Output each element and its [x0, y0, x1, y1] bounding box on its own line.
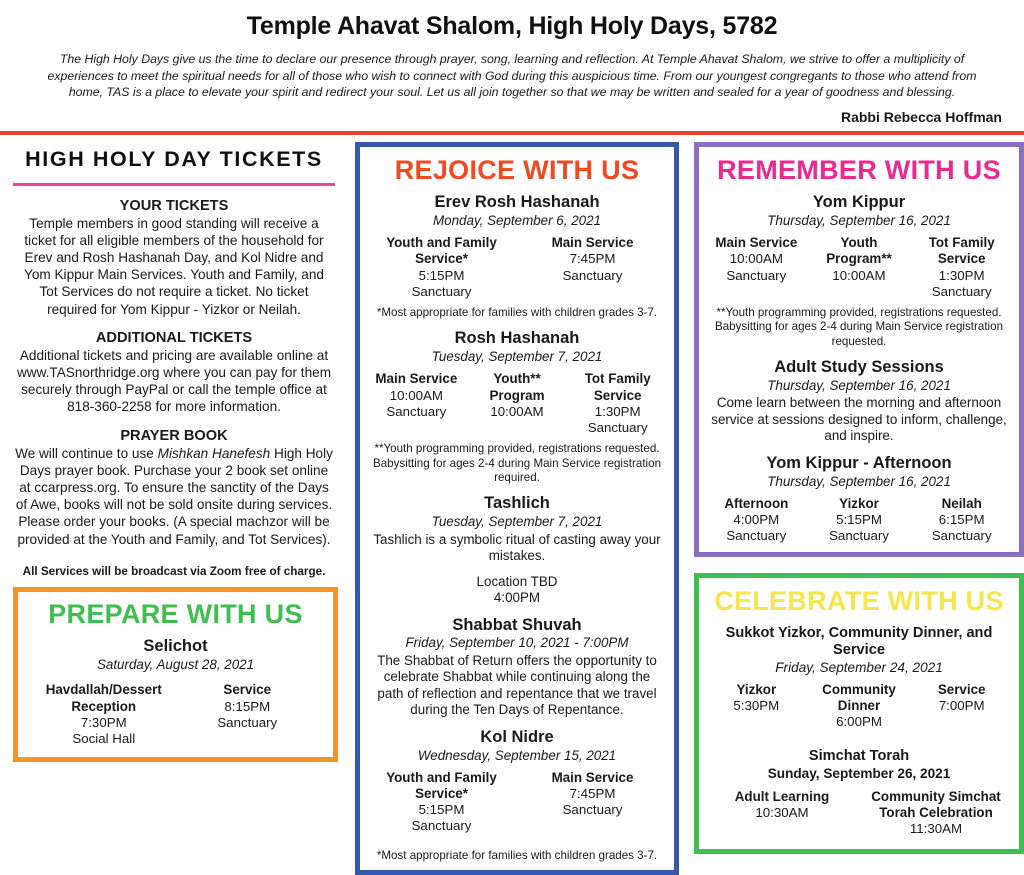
- event-date: Wednesday, September 15, 2021: [417, 747, 617, 763]
- service-label: Youth and Family Service*: [386, 769, 497, 801]
- intro-paragraph: The High Holy Days give us the time to declare our presence through prayer, song, learning and reflection. At Temple Ahavat Shalom, we strive to offer a multiplicity of experiences to meet the spiritual needs for all of those who wish to connect with God during this auspicious time. From our youngest congregants to those who attend from home, TAS is a place to elevate your spirit and redirect your soul. Let us all join together so that we may be written and sealed for a year of goodness and blessing.: [47, 52, 977, 99]
- service-label: Service: [223, 682, 272, 698]
- service-place: Sanctuary: [587, 420, 648, 436]
- event-sukkot-yizkor: [699, 625, 1019, 730]
- service-column: [567, 371, 668, 436]
- service-label: Youth Program**: [826, 235, 892, 267]
- right-column: [694, 142, 1024, 855]
- prepare-with-us-box: [13, 587, 338, 762]
- event-name-selichot: Selichot: [143, 637, 208, 656]
- service-place: Sanctuary: [411, 818, 472, 834]
- service-place: Sanctuary: [562, 267, 623, 283]
- spacer: [360, 565, 674, 574]
- service-column: [467, 371, 568, 436]
- event-name: Sukkot Yizkor, Community Dinner, and Service: [725, 625, 993, 658]
- section-title: ADDITIONAL TICKETS: [95, 329, 253, 346]
- service-column: [910, 496, 1013, 545]
- service-place: Sanctuary: [386, 403, 447, 419]
- event-date: Friday, September 10, 2021 - 7:00PM: [405, 635, 629, 651]
- service-time: 6:00PM: [836, 714, 882, 730]
- service-time: 7:45PM: [569, 785, 616, 801]
- event-footnote: **Youth programming provided, registrations requested. Babysitting for ages 2-4 during Main Service registration requested.: [714, 305, 1004, 348]
- service-time: 7:00PM: [938, 698, 985, 714]
- service-time: 10:00AM: [729, 251, 783, 267]
- event-name: Adult Study Sessions: [774, 358, 944, 377]
- service-column: [517, 770, 668, 835]
- service-place: Sanctuary: [931, 528, 992, 544]
- service-label: Yizkor: [839, 495, 879, 511]
- service-columns: [360, 235, 674, 300]
- event-shabbat-shuvah: [360, 616, 674, 719]
- service-columns: [699, 235, 1019, 300]
- prayer-book-text-post: High Holy Days prayer book. Purchase your 2 book set online at ccarpress.org. To ensure the sanctity of the Days of Awe, books will not be sold onsite during services. Please order your books. (A special machzor will be provided at the Youth and Family, and Tot Services).: [15, 445, 333, 547]
- service-column: [32, 682, 176, 747]
- service-column: [705, 682, 808, 731]
- event-date: Saturday, August 28, 2021: [96, 657, 255, 673]
- event-date: Thursday, September 16, 2021: [767, 378, 951, 394]
- event-date: Tuesday, September 7, 2021: [431, 514, 603, 530]
- section-title: YOUR TICKETS: [119, 197, 229, 214]
- rejoice-box-title: REJOICE WITH US: [394, 154, 640, 185]
- section-body: Temple members in good standing will receive a ticket for all eligible members of the household for Erev and Rosh Hashanah Day, and Kol Nidre and Yom Kippur Main Services. Youth and Family, and Tot Services do not require a ticket. No ticket required for Yom Kippur - Yizkor or Neilah.: [24, 215, 324, 317]
- event-date: Thursday, September 16, 2021: [767, 473, 951, 489]
- service-columns: [18, 682, 333, 747]
- service-label: Service: [937, 681, 986, 697]
- event-yom-kippur-afternoon: [699, 454, 1019, 545]
- service-time: 10:00AM: [389, 387, 443, 403]
- service-place: Sanctuary: [726, 267, 787, 283]
- service-label: Neilah: [941, 495, 982, 511]
- service-column: [517, 235, 668, 300]
- event-name: Rosh Hashanah: [454, 329, 580, 348]
- service-column: [366, 235, 517, 300]
- service-column: [808, 235, 911, 300]
- event-rosh-hashanah: [360, 329, 674, 485]
- event-date: Sunday, September 26, 2021: [767, 766, 951, 782]
- service-time: 7:30PM: [80, 714, 127, 730]
- service-time: 6:15PM: [938, 511, 985, 527]
- service-time: 10:00AM: [490, 403, 544, 419]
- service-place: Sanctuary: [217, 714, 278, 730]
- service-column: [705, 235, 808, 300]
- event-simchat-torah: [699, 748, 1019, 837]
- section-body: [14, 445, 334, 548]
- service-time: 4:00PM: [733, 511, 780, 527]
- service-place: Sanctuary: [829, 528, 889, 544]
- service-label: Main Service: [375, 371, 458, 387]
- event-name: Shabbat Shuvah: [452, 615, 582, 634]
- celebrate-with-us-box: [694, 573, 1024, 854]
- service-label: Tot Family Service: [584, 371, 651, 403]
- rejoice-with-us-box: [355, 142, 679, 875]
- service-place: Sanctuary: [726, 528, 787, 544]
- service-label: Adult Learning: [734, 788, 830, 804]
- service-columns: [360, 371, 674, 436]
- service-label: Community Dinner: [822, 681, 896, 714]
- service-column: [808, 496, 911, 545]
- event-footnote: *Most appropriate for families with children grades 3-7.: [376, 305, 658, 319]
- event-time: 4:00PM: [493, 590, 541, 605]
- service-label: Main Service: [715, 235, 798, 251]
- event-description: Tashlich is a symbolic ritual of casting away your mistakes.: [373, 531, 661, 563]
- service-label: Yizkor: [736, 681, 777, 697]
- broadcast-note: All Services will be broadcast via Zoom free of charge.: [22, 564, 326, 578]
- event-location: Location TBD: [476, 573, 558, 589]
- service-label: Youth and Family Service*: [386, 235, 497, 267]
- remember-box-title: REMEMBER WITH US: [717, 154, 1001, 185]
- tickets-divider-rule: [13, 183, 335, 186]
- tickets-heading: HIGH HOLY DAY TICKETS: [25, 146, 323, 171]
- service-label: Tot Family Service: [928, 235, 995, 267]
- service-place: Sanctuary: [931, 283, 992, 299]
- page-title: Temple Ahavat Shalom, High Holy Days, 5782: [246, 12, 778, 40]
- service-column: [859, 789, 1013, 838]
- event-name: Kol Nidre: [480, 727, 554, 746]
- event-description: Come learn between the morning and afternoon service at sessions designed to inform, challenge, and inspire.: [711, 395, 1007, 444]
- celebrate-box-title: CELEBRATE WITH US: [714, 586, 1004, 617]
- prepare-box-title: PREPARE WITH US: [48, 598, 303, 629]
- event-kol-nidre: [360, 728, 674, 864]
- service-columns: [699, 682, 1019, 731]
- event-yom-kippur: [699, 193, 1019, 349]
- service-label: Youth** Program: [489, 371, 545, 403]
- service-column: [366, 770, 517, 835]
- rejoice-column: [355, 142, 679, 875]
- page-header: [0, 0, 1024, 125]
- service-time: 8:15PM: [224, 698, 271, 714]
- service-label: Main Service: [551, 235, 634, 251]
- service-label: Afternoon: [724, 495, 789, 511]
- prayer-book-title: Mishkan Hanefesh: [157, 445, 271, 461]
- content-columns: [0, 142, 1024, 875]
- event-adult-study-sessions: [699, 358, 1019, 445]
- service-column: [705, 496, 808, 545]
- spacer: [360, 834, 674, 843]
- service-time: 11:30AM: [909, 820, 963, 836]
- service-place: Sanctuary: [562, 802, 623, 817]
- section-body: Additional tickets and pricing are available online at www.TASnorthridge.org where you can pay for them securely through PayPal or call the temple office at 818-360-2258 for more information.: [16, 347, 332, 415]
- event-footnote: **Youth programming provided, registrations requested. Babysitting for ages 2-4 during Main Service registration required.: [372, 442, 662, 485]
- section-title: PRAYER BOOK: [120, 427, 228, 444]
- event-description: The Shabbat of Return offers the opportunity to celebrate Shabbat while continuing along the path of reflection and repentance that we travel during the Ten Days of Repentance.: [377, 652, 657, 718]
- prayer-book-text-pre: We will continue to use: [15, 445, 158, 461]
- service-label: Havdallah/Dessert Reception: [45, 682, 162, 714]
- ticket-section-your-tickets: [0, 198, 348, 318]
- event-name: Yom Kippur - Afternoon: [766, 453, 952, 472]
- event-footnote: *Most appropriate for families with children grades 3-7.: [376, 849, 658, 863]
- service-time: 5:15PM: [418, 267, 465, 283]
- service-columns: [360, 770, 674, 835]
- service-column: [910, 682, 1013, 731]
- event-date: Monday, September 6, 2021: [433, 213, 601, 229]
- service-column: [366, 371, 467, 436]
- ticket-section-prayer-book: [0, 428, 348, 548]
- event-name: Yom Kippur: [812, 193, 906, 212]
- event-name: Erev Rosh Hashanah: [434, 193, 600, 212]
- service-place: Sanctuary: [411, 283, 472, 299]
- rabbi-signature: Rabbi Rebecca Hoffman: [840, 108, 1002, 125]
- service-label: Community Simchat Torah Celebration: [871, 788, 1001, 820]
- service-column: [910, 235, 1013, 300]
- service-place: Social Hall: [72, 731, 136, 747]
- ticket-section-additional-tickets: [0, 330, 348, 416]
- service-column: [808, 682, 911, 731]
- event-name: Tashlich: [484, 494, 550, 513]
- event-date: Thursday, September 16, 2021: [767, 213, 951, 229]
- event-name: Simchat Torah: [808, 748, 910, 765]
- service-time: 10:30AM: [755, 804, 809, 820]
- remember-with-us-box: [694, 142, 1024, 558]
- spacer: [699, 730, 1019, 739]
- service-time: 5:15PM: [418, 802, 465, 817]
- service-column: [705, 789, 859, 838]
- service-time: 5:15PM: [836, 511, 882, 527]
- service-time: 7:45PM: [569, 251, 616, 267]
- event-date: Friday, September 24, 2021: [775, 659, 943, 675]
- service-column: [176, 682, 320, 747]
- event-date: Tuesday, September 7, 2021: [431, 349, 603, 365]
- service-time: 1:30PM: [938, 267, 985, 283]
- service-columns: [699, 789, 1019, 838]
- service-time: 10:00AM: [832, 267, 886, 283]
- tickets-column: [0, 142, 348, 763]
- service-time: 1:30PM: [594, 403, 641, 419]
- service-columns: [699, 496, 1019, 545]
- header-divider-rule: [0, 131, 1024, 135]
- event-tashlich: [360, 494, 674, 606]
- service-label: Main Service: [551, 769, 634, 785]
- event-erev-rosh-hashanah: [360, 193, 674, 320]
- service-time: 5:30PM: [733, 698, 780, 714]
